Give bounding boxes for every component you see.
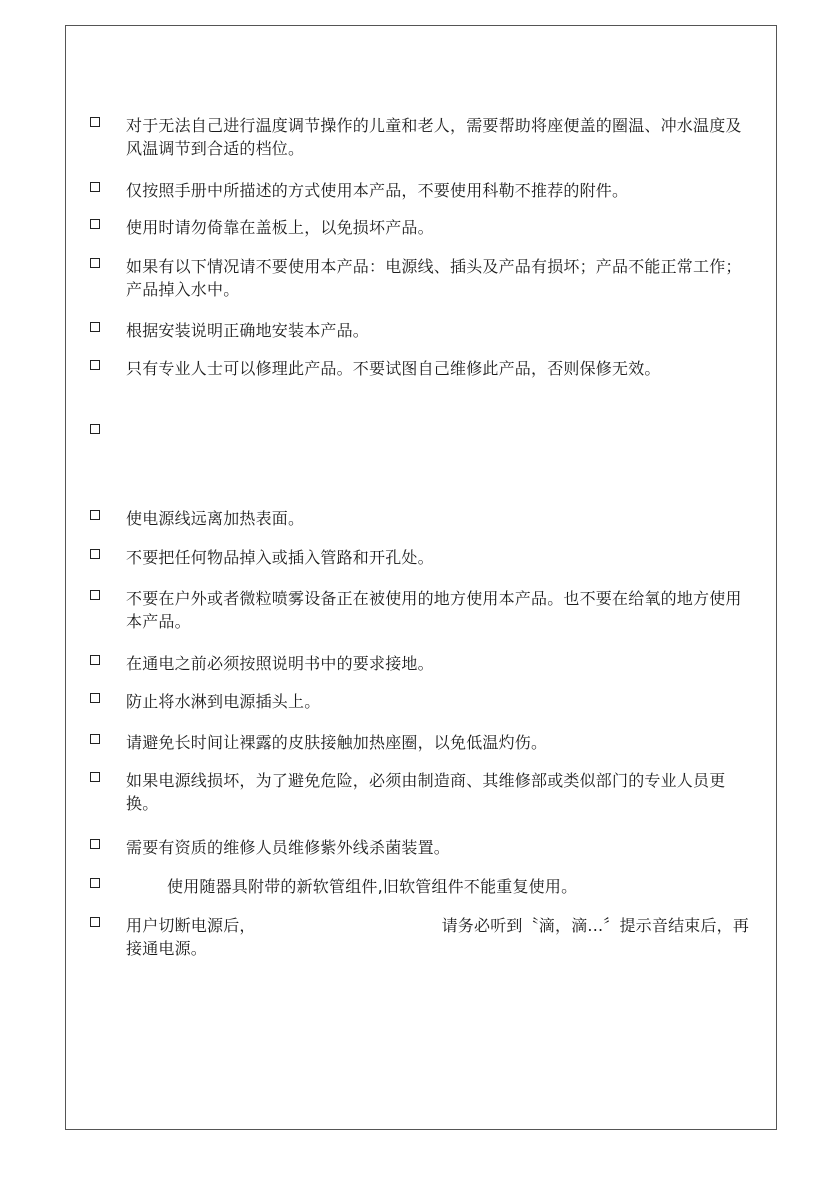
checkbox-icon: [90, 878, 100, 888]
checkbox-icon: [90, 322, 100, 332]
item-text: 使用随器具附带的新软管组件,旧软管组件不能重复使用。: [167, 877, 578, 896]
item-text: 根据安装说明正确地安装本产品。: [126, 321, 370, 340]
checkbox-icon: [90, 424, 100, 434]
checkbox-icon: [90, 549, 100, 559]
item-text: 对于无法自己进行温度调节操作的儿童和老人，需要帮助将座便盖的圈温、冲水温度及风温调节到合适的档位。: [126, 116, 742, 158]
checkbox-icon: [90, 182, 100, 192]
checkbox-icon: [90, 510, 100, 520]
checkbox-icon: [90, 734, 100, 744]
checkbox-icon: [90, 693, 100, 703]
item-text: 请避免长时间让裸露的皮肤接触加热座圈，以免低温灼伤。: [126, 733, 548, 752]
checkbox-icon: [90, 258, 100, 268]
item-text: 如果电源线损坏，为了避免危险，必须由制造商、其维修部或类似部门的专业人员更换。: [126, 771, 726, 813]
item-text: [126, 914, 754, 960]
item-text: 在通电之前必须按照说明书中的要求接地。: [126, 654, 434, 673]
checkbox-icon: [90, 117, 100, 127]
item-text: 使电源线远离加热表面。: [126, 509, 305, 528]
item-text: 需要有资质的维修人员维修紫外线杀菌装置。: [126, 838, 451, 857]
item-text: 如果有以下情况请不要使用本产品：电源线、插头及产品有损坏；产品不能正常工作；产品掉入水中。: [126, 257, 742, 299]
item-text-part: 用户切断电源后，: [126, 916, 256, 935]
checkbox-icon: [90, 219, 100, 229]
checkbox-icon: [90, 772, 100, 782]
item-text: 只有专业人士可以修理此产品。不要试图自己维修此产品，否则保修无效。: [126, 359, 661, 378]
item-text: 防止将水淋到电源插头上。: [126, 692, 321, 711]
checkbox-icon: [90, 917, 100, 927]
item-text-part: 请务必听到〝滴，滴...〞提示音结束后，再接通电源。: [126, 916, 750, 958]
checkbox-icon: [90, 590, 100, 600]
item-text: 仅按照手册中所描述的方式使用本产品，不要使用科勒不推荐的附件。: [126, 181, 629, 200]
item-text: 使用时请勿倚靠在盖板上，以免损坏产品。: [126, 218, 434, 237]
item-text: 不要在户外或者微粒喷雾设备正在被使用的地方使用本产品。也不要在给氧的地方使用本产品。: [126, 589, 742, 631]
checkbox-icon: [90, 360, 100, 370]
checkbox-icon: [90, 655, 100, 665]
item-text: 不要把任何物品掉入或插入管路和开孔处。: [126, 548, 434, 567]
checkbox-icon: [90, 839, 100, 849]
